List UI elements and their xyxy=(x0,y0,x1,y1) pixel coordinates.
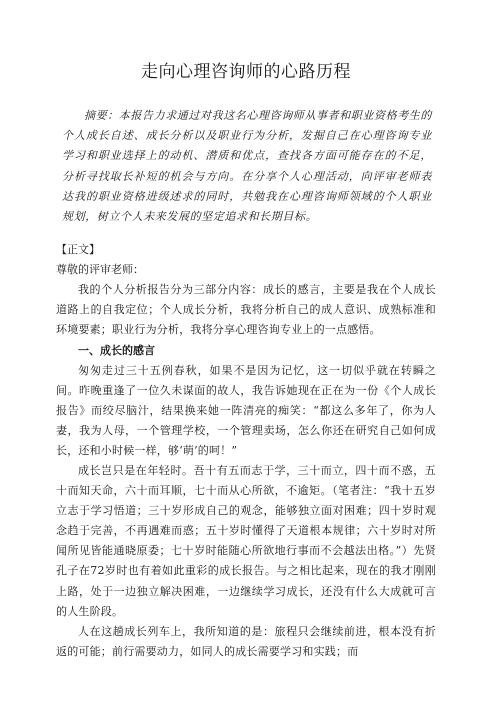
abstract-paragraph: 摘要：本报告力求通过对我这名心理咨询师从事者和职业资格考生的个人成长自述、成长分析以及职业行为分析，发掘自己在心理咨询专业学习和职业选择上的动机、潜质和优点，查找各方面可能存在的不足，分析寻找取长补短的机会与方向。在分享个人心理活动，向评审老师表达我的职业资格进级述求的同时，共勉我在心理咨询师领域的个人职业规划，树立个人未来发展的坚定追求和长期目标。 xyxy=(62,109,432,224)
body-paragraph-1: 匆匆走过三十五例春秋，如果不是因为记忆，这一切似乎就在转瞬之间。昨晚重逢了一位久未谋面的故人，我告诉她现在正在为一份《个人成长报告》而绞尽脑汁，结果换来她一阵清亮的痴笑：“都这么多年了，你为人妻，我为人母，一个管理学校，一个管理卖场，怎么你还在研究自己如何成长，还和小时候一样，够‘萌’的呵！” xyxy=(56,363,436,457)
intro-paragraph: 我的个人分析报告分为三部分内容：成长的感言，主要是我在个人成长道路上的自我定位；个人成长分析，我将分析自己的成人意识、成熟标准和环境要素；职业行为分析，我将分享心理咨询专业上的一点感悟。 xyxy=(56,283,436,337)
section-heading: 一、成长的感言 xyxy=(78,343,155,357)
salutation: 尊敬的评审老师： xyxy=(56,263,144,277)
body-paragraph-3: 人在这趟成长列车上，我所知道的是：旅程只会继续前进，根本没有折返的可能；前行需要动力，如同人的成长需要学习和实践；而 xyxy=(56,624,436,658)
body-paragraph-2: 成长岂只是在年轻时。吾十有五而志于学，三十而立，四十而不惑，五十而知天命，六十而耳顺，七十而从心所欲，不逾矩。（笔者注：“我十五岁立志于学习悟道；三十岁形成自己的观念，能够独立面对困难；四十岁时观念趋于完善，不再遇难而惑；五十岁时懂得了天道根本规律；六十岁时对所闻所见皆能通晓原委；七十岁时能随心所欲地行事而不会越法出格。”）先贤孔子在72岁时也有着如此重彩的成长报告。与之相比起来，现在的我才刚刚上路，处于一边独立解决困难，一边继续学习成长，还没有什么大成就可言的人生阶段。 xyxy=(56,463,436,618)
section-tag: 【正文】 xyxy=(56,243,100,257)
document-title: 走向心理咨询师的心路历程 xyxy=(141,62,351,82)
